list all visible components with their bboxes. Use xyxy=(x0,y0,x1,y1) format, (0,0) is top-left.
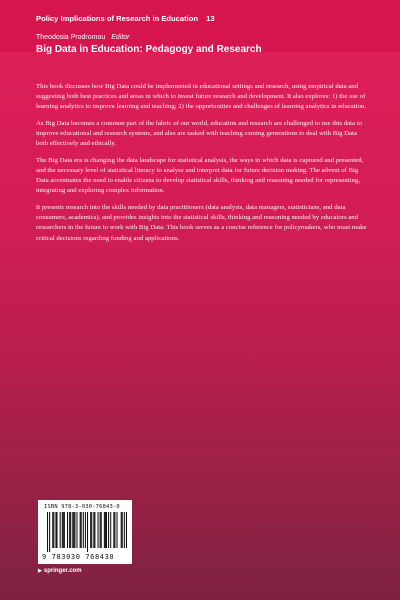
barcode-bar xyxy=(55,512,56,548)
barcode-bar xyxy=(47,512,48,552)
isbn-label: ISBN 978-3-030-76843-0 xyxy=(44,504,120,510)
barcode-bar xyxy=(52,512,53,548)
barcode-bar xyxy=(69,512,70,548)
barcode-bar xyxy=(104,512,105,548)
barcode-bar xyxy=(87,512,88,552)
barcode-bar xyxy=(67,512,68,548)
barcode-bar xyxy=(113,512,114,548)
barcode-bar xyxy=(105,512,106,548)
barcode-bar xyxy=(110,512,111,548)
barcode-bar xyxy=(81,512,82,548)
triangle-right-icon: ▶ xyxy=(38,568,42,574)
barcode-bar xyxy=(73,512,74,548)
barcode-bar xyxy=(101,512,102,548)
barcode-bar xyxy=(98,512,99,548)
barcode-bar xyxy=(56,512,57,548)
isbn-barcode xyxy=(38,500,132,564)
barcode-bar xyxy=(124,512,125,548)
barcode-bar xyxy=(94,512,95,548)
barcode-bar xyxy=(63,512,64,548)
barcode-bar xyxy=(53,512,54,548)
blurb-paragraph-3: The Big Data era is changing the data landscape for statistical analysis, the ways in which data is captured and presented, and the necessary level of statistical literacy to analyse and interpret data for future decision making. The advent of Big Data accentuates the need to enable citizens to develop statistical skills, thinking and reasoning needed for representing, integrating and exploring complex information. xyxy=(36,156,364,195)
barcode-bar xyxy=(116,512,117,548)
barcode-bar xyxy=(70,512,71,548)
barcode-bar xyxy=(100,512,101,548)
series-name: Policy Implications of Research in Education xyxy=(36,14,199,23)
editor-name: Theodosia Prodromou xyxy=(36,34,106,41)
barcode-bar xyxy=(126,512,127,548)
barcode-bar xyxy=(72,512,73,548)
book-title: Big Data in Education: Pedagogy and Research xyxy=(36,44,262,55)
blurb-text xyxy=(36,82,368,250)
barcode-bar xyxy=(85,512,86,548)
barcode-bar xyxy=(93,512,94,548)
editor-role: Editor xyxy=(111,34,130,41)
blurb-paragraph-1: This book discusses how Big Data could be implemented in educational settings and research, using empirical data and suggesting both best practices and areas in which to invest future research and development. It also explores: 1) the use of learning analytics to improve learning and teaching; 2) the opportunities and challenges of learning analytics in education. xyxy=(36,83,367,111)
publisher-url xyxy=(38,568,82,574)
barcode-bar xyxy=(90,512,91,548)
barcode-bar xyxy=(74,512,75,548)
barcode-bar xyxy=(122,512,123,548)
barcode-bar xyxy=(60,512,61,548)
barcode-bar xyxy=(49,512,50,552)
barcode-bar xyxy=(121,512,122,548)
barcode-bar xyxy=(106,512,107,548)
barcode-bar xyxy=(108,512,109,548)
publisher-url-text: springer.com xyxy=(43,568,82,574)
editor-line xyxy=(36,34,130,41)
barcode-bar xyxy=(62,512,63,548)
barcode-bar xyxy=(76,512,77,548)
blurb-paragraph-2: As Big Data becomes a common part of the fabric of our world, education and research are challenged to use this data to improve educational and research systems, and also are tasked with teaching coming generations to deal with Big Data both effectively and ethically. xyxy=(36,119,362,148)
barcode-bar xyxy=(64,512,65,548)
series-line xyxy=(36,14,215,23)
barcode-bar xyxy=(80,512,81,548)
barcode-bars xyxy=(47,512,127,552)
series-number: 13 xyxy=(206,14,215,23)
barcode-bar xyxy=(83,512,84,548)
barcode-digits: 9 783030 768430 xyxy=(42,553,115,561)
barcode-bar xyxy=(91,512,92,548)
blurb-paragraph-4: It presents research into the skills needed by data practitioners (data analysts, data managers, statisticians, and data consumers, academics), and provides insights into the statistical skills, thinking and reasoning needed by educators and researchers in the future to work with Big Data. This book serves as a concise reference for policymakers, who must make critical decisions regarding funding and applications. xyxy=(36,204,367,242)
barcode-bar xyxy=(114,512,115,548)
